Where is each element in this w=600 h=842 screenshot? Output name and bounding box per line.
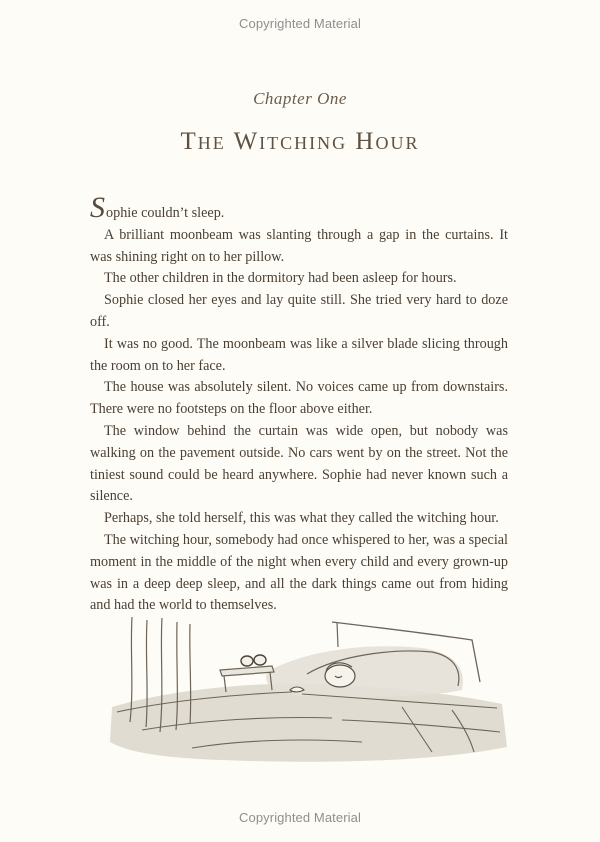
paragraph: The house was absolutely silent. No voices came up from downstairs. There were no footsteps on the floor above either. [90, 379, 508, 418]
drop-cap: S [90, 191, 105, 224]
girl-hand [290, 687, 304, 692]
paragraph: The witching hour, somebody had once whispered to her, was a special moment in the middle of the night when every child and every grown-up was in a deep deep sleep, and all the dark things came out from hiding and had the world to themselves. [90, 531, 508, 614]
illustration-sleeping-girl [102, 612, 512, 772]
paragraph-text: ophie couldn’t sleep. [106, 205, 225, 221]
girl-head [325, 663, 355, 687]
spectacles-icon [241, 655, 266, 666]
paragraph: Sophie closed her eyes and lay quite still. She tried very hard to doze off. [90, 292, 508, 330]
paragraph [90, 191, 508, 225]
paragraph: It was no good. The moonbeam was like a silver blade slicing through the room on to her face. [90, 335, 508, 374]
copyright-watermark-top: Copyrighted Material [239, 16, 361, 31]
chapter-title: The Witching Hour [180, 128, 420, 155]
chapter-label: Chapter One [253, 89, 347, 108]
paragraph: The window behind the curtain was wide open, but nobody was walking on the pavement outside. No cars went by on the street. Not the tiniest sound could be heard anywhere. Sophie had never known such a silence. [90, 422, 508, 505]
paragraph: A brilliant moonbeam was slanting through a gap in the curtains. It was shining right on to her pillow. [90, 226, 508, 265]
copyright-watermark-bottom: Copyrighted Material [239, 810, 361, 825]
paragraph: Perhaps, she told herself, this was what they called the witching hour. [104, 510, 499, 527]
chapter-body [90, 191, 508, 617]
paragraph: The other children in the dormitory had been asleep for hours. [104, 270, 457, 287]
